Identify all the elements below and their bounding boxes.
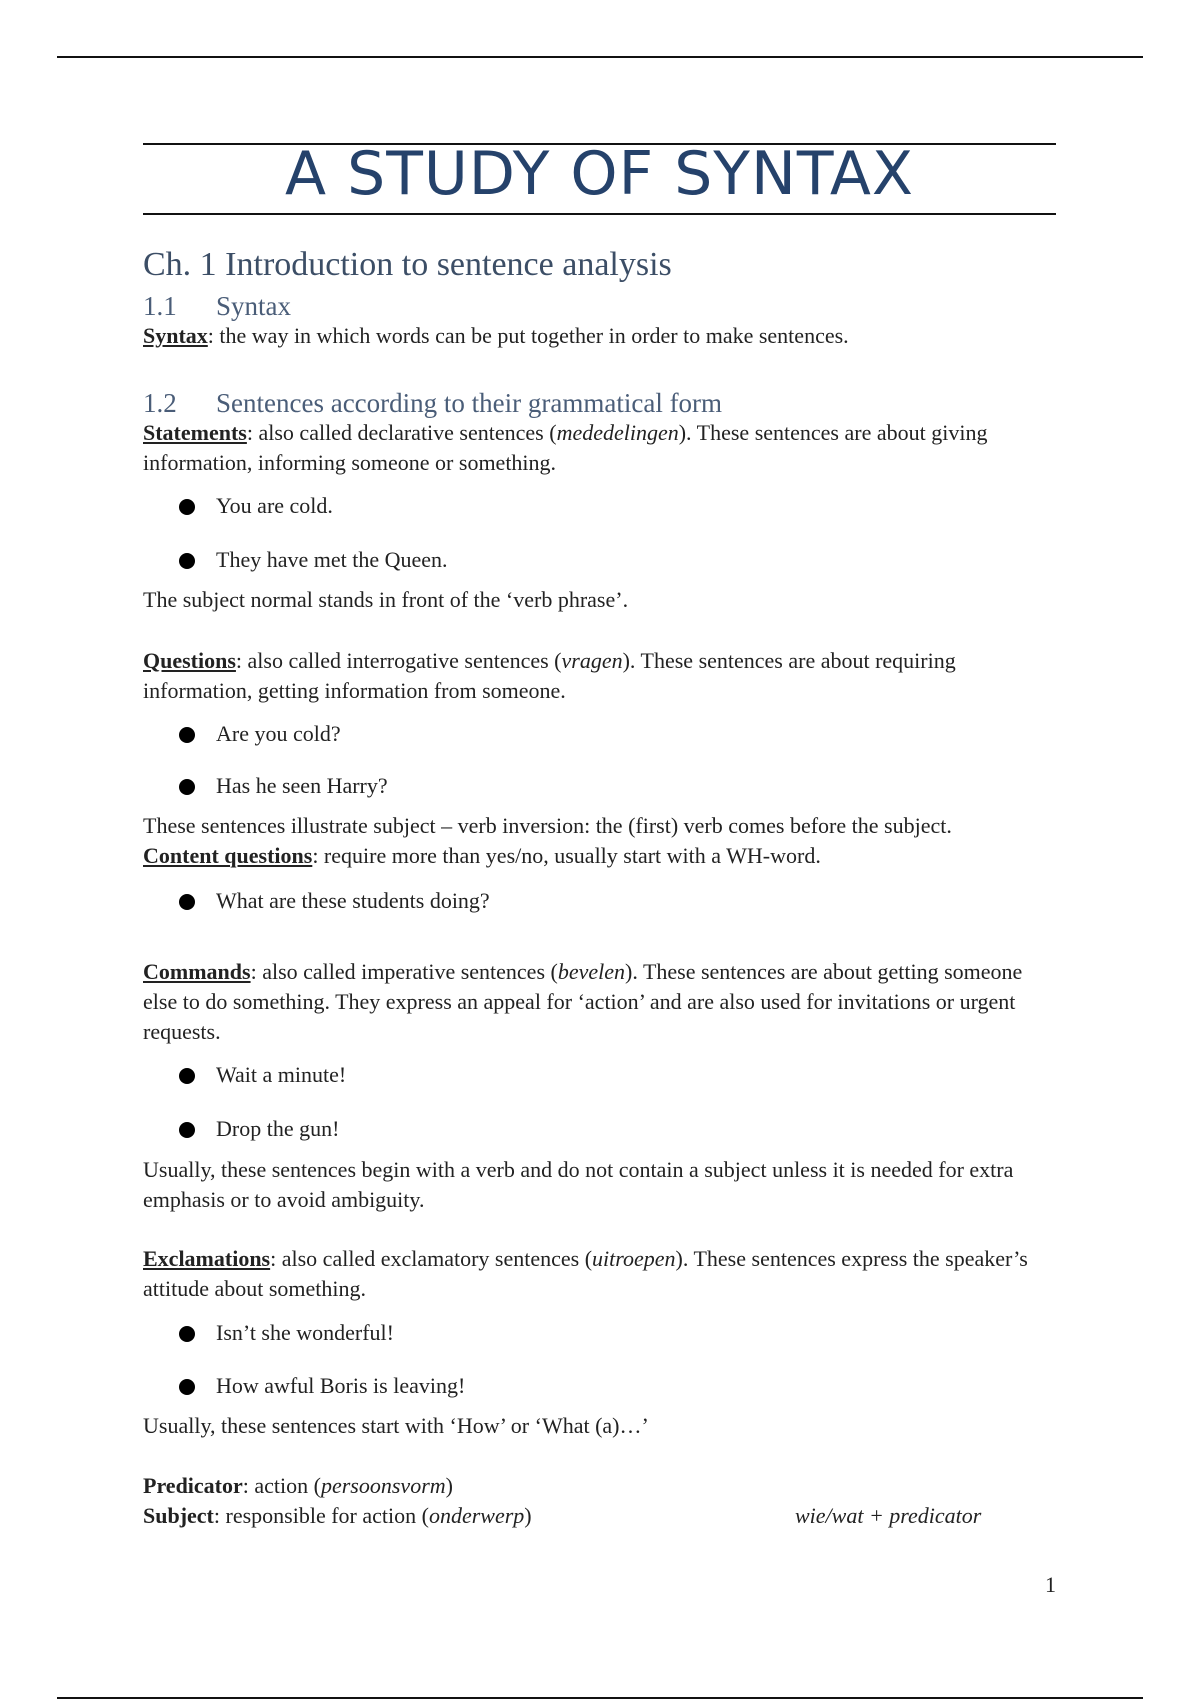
- section-number: 1.2: [143, 388, 177, 418]
- predicator-definition: Predicator: action (persoonsvorm): [143, 1473, 453, 1498]
- bullet-icon: [179, 1326, 195, 1342]
- statements-note: The subject normal stands in front of the ‘verb phrase’.: [143, 587, 629, 612]
- commands-definition: Commands: also called imperative sentences (bevelen). These sentences are about getting someone else to do something. They express an appeal for ‘action’ and are also used for invitations or urgent requests.: [143, 959, 1023, 1044]
- term: Syntax: [143, 323, 208, 348]
- term: Commands: [143, 959, 251, 984]
- page-number: 1: [1045, 1572, 1056, 1597]
- bullet-icon: [179, 894, 195, 910]
- content-questions-definition: Content questions: require more than yes/no, usually start with a WH-word.: [143, 843, 821, 868]
- term: Content questions: [143, 843, 313, 868]
- section-number: 1.1: [143, 291, 177, 321]
- exclamations-definition: Exclamations: also called exclamatory sentences (uitroepen). These sentences express the speaker’s attitude about something.: [143, 1246, 1028, 1301]
- term: Exclamations: [143, 1246, 271, 1271]
- term: Statements: [143, 420, 247, 445]
- section-1-2-heading: [143, 387, 722, 419]
- questions-definition: Questions: also called interrogative sentences (vragen). These sentences are about requiring information, getting information from someone.: [143, 648, 956, 703]
- section-title: Sentences according to their grammatical form: [216, 388, 723, 418]
- questions-note: These sentences illustrate subject – verb inversion: the (first) verb comes before the subject.: [143, 813, 952, 838]
- page-top-rule: [57, 56, 1143, 58]
- section-title: Syntax: [216, 291, 292, 321]
- term: Questions: [143, 648, 236, 673]
- page-title: A STUDY OF SYNTAX: [285, 139, 914, 209]
- subject-hint: wie/wat + predicator: [795, 1503, 982, 1528]
- page-bottom-rule: [57, 1697, 1143, 1699]
- term: Subject: [143, 1503, 214, 1528]
- bullet-icon: [179, 1379, 195, 1395]
- bullet-icon: [179, 1068, 195, 1084]
- syntax-definition: Syntax: the way in which words can be put together in order to make sentences.: [143, 323, 849, 348]
- title-bottom-rule: [143, 213, 1056, 215]
- bullet-icon: [179, 553, 195, 569]
- subject-definition: Subject: responsible for action (onderwerp): [143, 1503, 532, 1528]
- exclamations-note: Usually, these sentences start with ‘How’ or ‘What (a)…’: [143, 1413, 649, 1438]
- bullet-icon: [179, 1122, 195, 1138]
- bullet-icon: [179, 727, 195, 743]
- section-1-1-heading: [143, 290, 291, 322]
- commands-note: Usually, these sentences begin with a verb and do not contain a subject unless it is needed for extra emphasis or to avoid ambiguity.: [143, 1157, 1014, 1212]
- statements-definition: Statements: also called declarative sentences (mededelingen). These sentences are about giving information, informing someone or something.: [143, 420, 988, 475]
- chapter-heading: Ch. 1 Introduction to sentence analysis: [143, 246, 672, 283]
- term: Predicator: [143, 1473, 243, 1498]
- bullet-icon: [179, 779, 195, 795]
- bullet-icon: [179, 499, 195, 515]
